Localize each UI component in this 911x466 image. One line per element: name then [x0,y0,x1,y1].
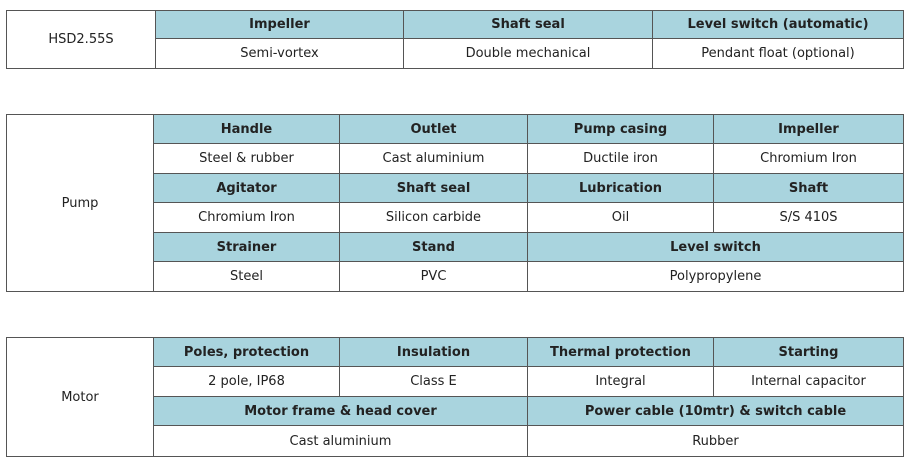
model-value-shaft-seal: Double mechanical [404,39,653,69]
motor-header-starting: Starting [714,338,904,367]
motor-value-starting: Internal capacitor [714,367,904,397]
pump-header-handle: Handle [154,115,340,144]
pump-header-agitator: Agitator [154,174,340,203]
pump-label: Pump [7,115,154,292]
motor-value-thermal-protection: Integral [528,367,714,397]
pump-value-agitator: Chromium Iron [154,203,340,233]
motor-header-poles: Poles, protection [154,338,340,367]
pump-value-impeller: Chromium Iron [714,144,904,174]
motor-header-insulation: Insulation [340,338,528,367]
pump-value-outlet: Cast aluminium [340,144,528,174]
pump-spec-table [6,114,904,292]
pump-value-handle: Steel & rubber [154,144,340,174]
pump-header-outlet: Outlet [340,115,528,144]
pump-header-stand: Stand [340,233,528,262]
pump-header-shaft-seal: Shaft seal [340,174,528,203]
pump-value-pump-casing: Ductile iron [528,144,714,174]
motor-header-power-cable: Power cable (10mtr) & switch cable [528,397,904,426]
model-header-shaft-seal: Shaft seal [404,11,653,39]
pump-value-shaft: S/S 410S [714,203,904,233]
model-name: HSD2.55S [7,11,156,69]
pump-value-level-switch: Polypropylene [528,262,904,292]
pump-header-level-switch: Level switch [528,233,904,262]
pump-value-lubrication: Oil [528,203,714,233]
motor-label: Motor [7,338,154,457]
model-spec-table [6,10,904,69]
motor-value-insulation: Class E [340,367,528,397]
pump-value-shaft-seal: Silicon carbide [340,203,528,233]
pump-value-strainer: Steel [154,262,340,292]
pump-header-shaft: Shaft [714,174,904,203]
motor-spec-table [6,337,904,457]
motor-value-poles: 2 pole, IP68 [154,367,340,397]
motor-value-power-cable: Rubber [528,426,904,457]
pump-value-stand: PVC [340,262,528,292]
model-value-impeller: Semi-vortex [156,39,404,69]
model-value-level-switch: Pendant float (optional) [653,39,904,69]
model-header-level-switch: Level switch (automatic) [653,11,904,39]
pump-header-pump-casing: Pump casing [528,115,714,144]
motor-value-frame: Cast aluminium [154,426,528,457]
model-header-impeller: Impeller [156,11,404,39]
motor-header-frame: Motor frame & head cover [154,397,528,426]
motor-header-thermal-protection: Thermal protection [528,338,714,367]
pump-header-lubrication: Lubrication [528,174,714,203]
pump-header-impeller: Impeller [714,115,904,144]
pump-header-strainer: Strainer [154,233,340,262]
